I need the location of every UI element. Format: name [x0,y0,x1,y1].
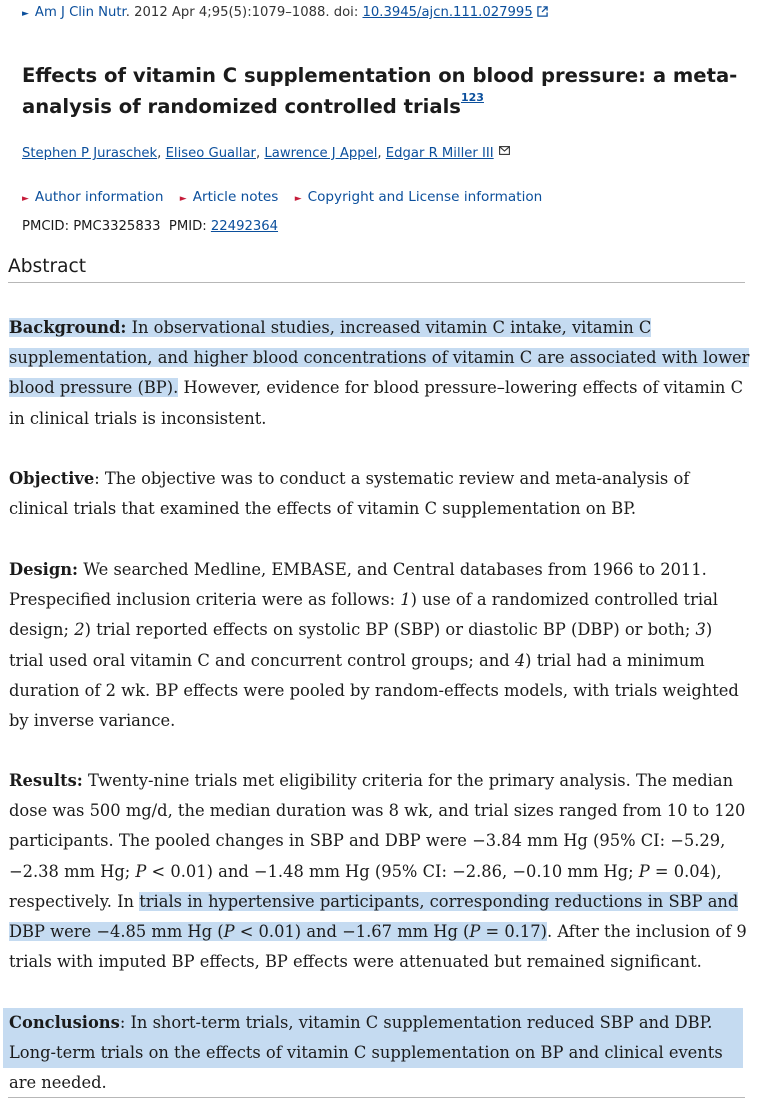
design-text: ) trial reported effects on systolic BP (SBP) or diastolic BP (DBP) or both; [84,620,696,640]
author-link[interactable]: Lawrence J Appel [264,146,378,161]
objective-text: : The objective was to conduct a systematic review and meta-analysis of clinical trials that examined the effects of vitamin C supplementation on BP. [9,469,690,519]
author-separator: , [157,146,162,161]
citation-line [22,4,548,23]
objective-paragraph [9,464,751,524]
results-text: . After the inclusion of 9 trials with imputed BP effects, BP effects were attenuated but remained significant. [9,922,747,972]
author-information-toggle[interactable] [22,189,163,205]
results-highlighted-text: < 0.01) and −1.67 mm Hg ( [234,922,470,942]
p-value-symbol: P [135,861,147,881]
pmcid-value: PMC3325833 [73,219,161,234]
author-separator: , [377,146,382,161]
results-text: Twenty-nine trials met eligibility criteria for the primary analysis. The median dose was 500 mg/d, the median duration was 8 wk, and trial sizes ranged from 10 to 120 participants. The pooled changes in SBP and DBP were −3.84 mm Hg (95% CI: −5.29, −2.38 mm Hg; [9,771,746,881]
abstract-heading: Abstract [8,256,87,277]
author-link[interactable]: Eliseo Guallar [165,146,256,161]
author-link[interactable]: Stephen P Juraschek [22,146,158,161]
article-info-links [22,187,554,209]
results-highlighted-text: trials in hypertensive participants, corresponding reductions in SBP and DBP were −4.85 mm Hg ( [9,891,739,942]
expand-triangle-icon: ► [179,194,187,204]
author-list [22,142,510,164]
title-notes-link[interactable]: 123 [460,91,484,104]
article-title-text: Effects of vitamin C supplementation on blood pressure: a meta-analysis of randomized controlled trials [22,64,738,118]
design-item-number: 1 [400,590,411,610]
design-text: ) use of a randomized controlled trial design; [9,590,719,640]
conclusions-label: Conclusions [9,1013,120,1032]
design-item-number: 4 [514,650,526,670]
abstract-divider [8,282,745,283]
p-value-symbol: P [223,922,235,942]
article-ids [22,217,278,237]
copyright-license-toggle[interactable] [295,189,543,205]
author-separator: , [255,146,261,161]
design-paragraph [9,555,751,736]
results-label: Results: [9,771,83,790]
results-text: = 0.04), respectively. In [9,861,722,911]
journal-link[interactable]: Am J Clin Nutr [34,5,126,20]
results-paragraph [9,766,751,977]
copyright-license-label: Copyright and License information [307,189,543,205]
design-item-number: 3 [695,620,706,640]
design-text: We searched Medline, EMBASE, and Central databases from 1966 to 2011. Prespecified inclusion criteria were as follows: [9,560,707,610]
conclusions-paragraph [9,1008,745,1099]
expand-triangle-icon[interactable]: ► [22,9,29,19]
results-highlighted-text: = 0.17) [480,922,547,942]
pmid-link[interactable]: 22492364 [210,219,279,234]
author-information-label: Author information [34,189,164,205]
doi-link[interactable]: 10.3945/ajcn.111.027995 [362,5,533,20]
external-link-icon[interactable] [537,5,548,23]
envelope-icon[interactable] [499,142,510,162]
article-title [22,60,747,122]
background-paragraph [9,313,751,434]
citation-detail: . 2012 Apr 4;95(5):1079–1088. doi: [125,5,363,20]
p-value-symbol: P [469,922,481,942]
pmcid-label: PMCID: [22,219,74,234]
expand-triangle-icon: ► [294,194,302,204]
design-text: ) trial used oral vitamin C and concurrent control groups; and [9,620,713,670]
p-value-symbol: P [638,861,650,881]
title-notes [461,91,484,104]
section-divider [8,1097,745,1098]
results-text: < 0.01) and −1.48 mm Hg (95% CI: −2.86, −0.10 mm Hg; [146,861,639,881]
background-label: Background: [9,318,127,337]
design-item-number: 2 [74,620,85,640]
background-text: However, evidence for blood pressure–lowering effects of vitamin C in clinical trials is inconsistent. [9,378,744,428]
design-text: ) trial had a minimum duration of 2 wk. BP effects were pooled by random-effects models, with trials weighted by inverse variance. [9,650,739,731]
author-link[interactable]: Edgar R Miller III [385,146,494,161]
article-notes-label: Article notes [192,189,279,205]
pmid-label: PMID: [168,219,211,234]
background-highlighted-text: In observational studies, increased vitamin C intake, vitamin C supplementation, and higher blood concentrations of vitamin C are associated with lower blood pressure (BP). [9,318,750,398]
design-label: Design: [9,560,79,579]
conclusions-text: : In short-term trials, vitamin C supplementation reduced SBP and DBP. Long-term trials on the effects of vitamin C supplementation on BP and clinical events are needed. [9,1013,723,1093]
expand-triangle-icon: ► [22,194,29,204]
objective-label: Objective [9,469,95,488]
article-notes-toggle[interactable] [180,189,279,205]
